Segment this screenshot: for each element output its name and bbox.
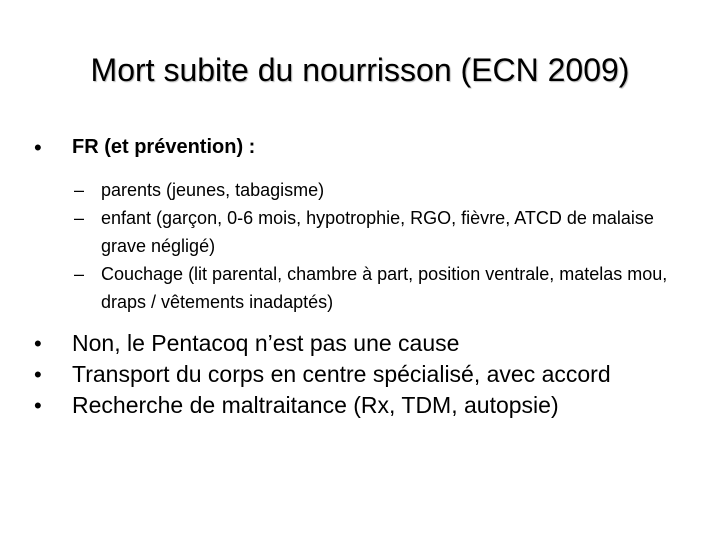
sub-bullet-marker: – <box>74 208 85 228</box>
sub-bullet-item-child <box>0 204 720 260</box>
sub-bullet-item-sleeping <box>0 260 720 316</box>
bullet-text: Recherche de maltraitance (Rx, TDM, autopsie) <box>72 392 559 418</box>
sub-bullet-list <box>0 176 720 316</box>
sub-bullet-text: enfant (garçon, 0-6 mois, hypotrophie, RGO, fièvre, ATCD de malaise grave négligé) <box>101 208 654 256</box>
sub-bullet-marker: – <box>74 180 85 200</box>
bullet-text: Transport du corps en centre spécialisé, avec accord <box>72 361 611 387</box>
bullet-marker: • <box>34 331 42 356</box>
bullet-text: FR (et prévention) : <box>72 136 256 158</box>
bullet-item-abuse <box>0 390 720 421</box>
bullet-item-risk-factors <box>0 132 720 328</box>
bullet-text: Non, le Pentacoq n’est pas une cause <box>72 330 460 356</box>
bullet-item-vaccine <box>0 328 720 359</box>
bullet-marker: • <box>34 362 42 387</box>
bullet-marker: • <box>34 135 42 160</box>
sub-bullet-text: Couchage (lit parental, chambre à part, position ventrale, matelas mou, draps / vêtements inadaptés) <box>101 264 668 312</box>
bullet-marker: • <box>34 393 42 418</box>
bullet-list <box>0 132 720 421</box>
sub-bullet-text: parents (jeunes, tabagisme) <box>101 180 325 200</box>
sub-bullet-marker: – <box>74 264 85 284</box>
slide-title: Mort subite du nourrisson (ECN 2009) <box>90 52 630 88</box>
bullet-item-transport <box>0 359 720 390</box>
sub-bullet-item-parents <box>0 176 720 204</box>
